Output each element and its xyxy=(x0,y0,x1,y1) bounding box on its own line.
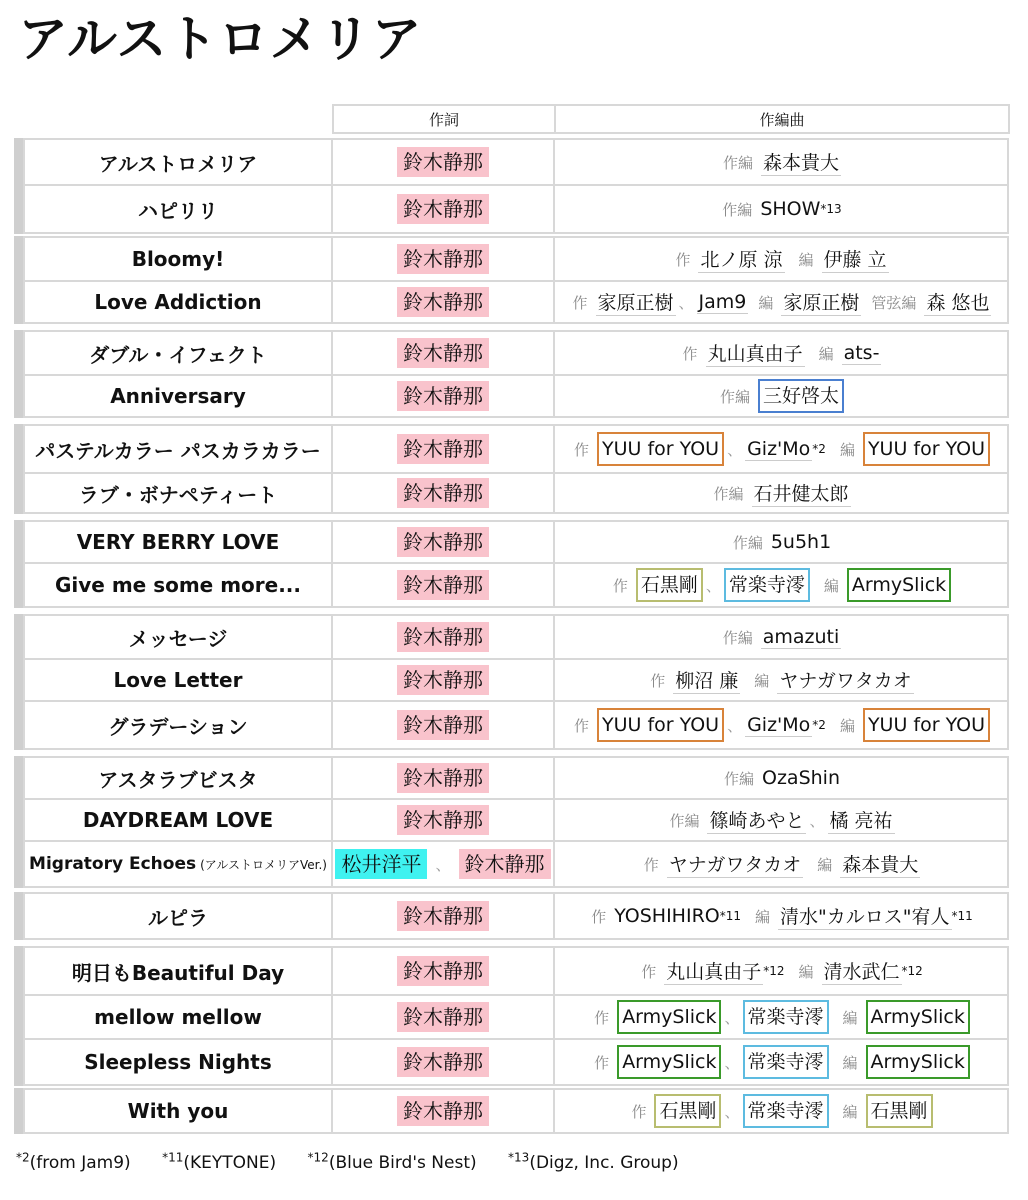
role-label: 編 xyxy=(842,1008,858,1027)
separator: 、 xyxy=(705,576,721,595)
song-title: ルピラ xyxy=(23,892,333,940)
lyricist-cell xyxy=(331,520,555,564)
table-row xyxy=(23,756,1010,800)
lyricist-cell xyxy=(331,1038,555,1086)
role-label: 編 xyxy=(839,440,855,459)
song-group xyxy=(14,614,1010,750)
song-group xyxy=(14,1088,1010,1134)
arranger: 石黒剛 xyxy=(866,1094,933,1128)
footnote xyxy=(162,1150,277,1173)
role-label: 作 xyxy=(572,293,588,312)
arranger: 家原正樹 xyxy=(781,288,861,316)
footnote-text: (from Jam9) xyxy=(29,1152,131,1173)
song-title: 明日もBeautiful Day xyxy=(23,946,333,996)
arranger: 伊藤 立 xyxy=(822,245,889,273)
table-row xyxy=(23,424,1010,474)
footnote-mark: *11 xyxy=(719,909,742,923)
lyricist: 鈴木静那 xyxy=(397,805,489,835)
footnote-mark: *12 xyxy=(901,964,923,978)
arranger: 森本貴大 xyxy=(840,850,920,878)
footnote-text: (Digz, Inc. Group) xyxy=(529,1152,679,1173)
composer: Giz'Mo xyxy=(747,713,811,736)
table-row xyxy=(23,520,1010,564)
composer-cell xyxy=(553,614,1009,660)
table-row xyxy=(23,374,1010,418)
role-label: 作編 xyxy=(722,628,753,647)
header-compose: 作編曲 xyxy=(554,104,1010,134)
lyricist: 鈴木静那 xyxy=(397,956,489,986)
lyricist: 鈴木静那 xyxy=(397,665,489,695)
composer: 常楽寺澪 xyxy=(743,1045,829,1079)
composer-cell xyxy=(553,374,1009,418)
composer: 橘 亮祐 xyxy=(828,806,895,834)
footnote-mark: *12 xyxy=(763,964,785,978)
composer: 丸山真由子 xyxy=(664,957,763,985)
composer: 常楽寺澪 xyxy=(743,1000,829,1034)
lyricist: 鈴木静那 xyxy=(397,901,489,931)
role-label: 作編 xyxy=(722,200,753,219)
role-label: 作 xyxy=(573,440,589,459)
role-label: 編 xyxy=(798,250,814,269)
table-row xyxy=(23,892,1010,940)
role-label: 編 xyxy=(823,576,839,595)
composer-cell xyxy=(553,1038,1009,1086)
lyricist-cell xyxy=(331,614,555,660)
arranger: YUU for YOU xyxy=(863,708,990,742)
composer-cell xyxy=(553,756,1009,800)
lyricist-cell xyxy=(331,840,555,888)
table-row xyxy=(23,946,1010,996)
lyricist-cell xyxy=(331,562,555,608)
arranger: 清水"カルロス"宥人 xyxy=(778,902,951,930)
arranger: ats- xyxy=(843,341,880,364)
lyricist-cell xyxy=(331,658,555,702)
role-label: 編 xyxy=(817,855,833,874)
role-label: 作編 xyxy=(722,153,753,172)
footnote-text: (Blue Bird's Nest) xyxy=(328,1152,477,1173)
role-label: 作編 xyxy=(669,811,700,830)
arranger: 森 悠也 xyxy=(924,288,991,316)
role-label: 編 xyxy=(754,671,770,690)
lyricist: 鈴木静那 xyxy=(397,570,489,600)
header-lyrics: 作詞 xyxy=(332,104,556,134)
role-label: 作 xyxy=(594,1008,610,1027)
composer-cell xyxy=(553,330,1009,376)
lyricist: 鈴木静那 xyxy=(397,527,489,557)
lyricist-cell xyxy=(331,1088,555,1134)
song-title-main: Migratory Echoes xyxy=(29,854,197,874)
role-label: 編 xyxy=(758,293,774,312)
composer: 三好啓太 xyxy=(758,379,844,413)
song-group xyxy=(14,946,1010,1086)
table-row xyxy=(23,562,1010,608)
lyricist-cell xyxy=(331,892,555,940)
role-label: 作 xyxy=(650,671,666,690)
song-title: mellow mellow xyxy=(23,994,333,1040)
composer: ArmySlick xyxy=(617,1045,721,1079)
footnote xyxy=(307,1150,477,1173)
song-title: With you xyxy=(23,1088,333,1134)
composer: YUU for YOU xyxy=(597,432,724,466)
song-title: アスタラブビスタ xyxy=(23,756,333,800)
lyricist: 鈴木静那 xyxy=(397,244,489,274)
role-label: 作 xyxy=(612,576,628,595)
song-title: Anniversary xyxy=(23,374,333,418)
role-label: 編 xyxy=(842,1053,858,1072)
table-row xyxy=(23,280,1010,324)
composer-cell xyxy=(553,280,1009,324)
lyricist: 鈴木静那 xyxy=(397,1096,489,1126)
composer: ヤナガワタカオ xyxy=(667,850,803,878)
footnote-mark: *11 xyxy=(162,1150,184,1164)
separator: 、 xyxy=(727,716,743,735)
role-label: 編 xyxy=(842,1102,858,1121)
separator: 、 xyxy=(727,440,743,459)
composer: 北ノ原 涼 xyxy=(698,245,784,273)
song-title: ハピリリ xyxy=(23,184,333,234)
arranger: ArmySlick xyxy=(866,1045,970,1079)
song-group xyxy=(14,520,1010,608)
song-title xyxy=(23,840,333,888)
composer-cell xyxy=(553,658,1009,702)
page-title: アルストロメリア xyxy=(18,10,423,68)
table-row xyxy=(23,658,1010,702)
composer: YOSHIHIRO xyxy=(614,905,720,927)
composer: 常楽寺澪 xyxy=(743,1094,829,1128)
composer: 石井健太郎 xyxy=(752,479,851,507)
lyricist-cell xyxy=(331,374,555,418)
role-label: 編 xyxy=(798,962,814,981)
song-title: グラデーション xyxy=(23,700,333,750)
footnote xyxy=(16,1150,131,1173)
lyricist-cell xyxy=(331,756,555,800)
table-row xyxy=(23,798,1010,842)
lyricist-cell xyxy=(331,236,555,282)
song-group xyxy=(14,892,1010,940)
role-label: 作編 xyxy=(723,769,754,788)
composer-cell xyxy=(553,798,1009,842)
song-title: ラブ・ボナペティート xyxy=(23,472,333,514)
song-title: アルストロメリア xyxy=(23,138,333,186)
song-title: Love Letter xyxy=(23,658,333,702)
composer-cell xyxy=(553,1088,1009,1134)
composer: YUU for YOU xyxy=(597,708,724,742)
song-group xyxy=(14,756,1010,888)
lyricist: 鈴木静那 xyxy=(397,478,489,508)
composer: ArmySlick xyxy=(617,1000,721,1034)
song-group xyxy=(14,424,1010,514)
lyricist: 鈴木静那 xyxy=(397,1047,489,1077)
table-row xyxy=(23,330,1010,376)
footnote-mark: *2 xyxy=(16,1150,30,1164)
table-row xyxy=(23,184,1010,234)
song-title: Bloomy! xyxy=(23,236,333,282)
separator: 、 xyxy=(678,293,694,312)
composer: 篠崎あやと xyxy=(707,806,806,834)
footnote-mark: *13 xyxy=(508,1150,530,1164)
song-group xyxy=(14,236,1010,324)
lyricist: 鈴木静那 xyxy=(397,710,489,740)
footnote-mark: *2 xyxy=(812,718,826,732)
composer: 石黒剛 xyxy=(636,568,703,602)
composer-cell xyxy=(553,472,1009,514)
composer: 丸山真由子 xyxy=(706,339,805,367)
footnote-mark: *2 xyxy=(812,442,826,456)
arranger: 清水武仁 xyxy=(822,957,902,985)
role-label: 作 xyxy=(573,716,589,735)
arranger: ArmySlick xyxy=(847,568,951,602)
role-label: 作 xyxy=(675,250,691,269)
role-label: 作 xyxy=(594,1053,610,1072)
lyricist-cell xyxy=(331,138,555,186)
composer-cell xyxy=(553,700,1009,750)
footnote-text: (KEYTONE) xyxy=(183,1152,277,1173)
role-label: 編 xyxy=(839,716,855,735)
role-label: 作 xyxy=(643,855,659,874)
composer-cell xyxy=(553,520,1009,564)
lyricist-cell xyxy=(331,798,555,842)
song-title: VERY BERRY LOVE xyxy=(23,520,333,564)
footnote-mark: *13 xyxy=(820,202,842,216)
arranger: ArmySlick xyxy=(866,1000,970,1034)
footnote-mark: *12 xyxy=(307,1150,329,1164)
lyricist: 松井洋平 xyxy=(335,849,427,879)
song-title: パステルカラー パスカラカラー xyxy=(23,424,333,474)
song-title: メッセージ xyxy=(23,614,333,660)
lyricist-cell xyxy=(331,280,555,324)
composer: Giz'Mo xyxy=(747,437,811,460)
song-title-note: (アルストロメリアVer.) xyxy=(200,857,327,872)
role-label: 作 xyxy=(591,907,607,926)
separator: 、 xyxy=(724,1053,740,1072)
composer-cell xyxy=(553,236,1009,282)
song-title: ダブル・イフェクト xyxy=(23,330,333,376)
separator: 、 xyxy=(724,1008,740,1027)
song-group xyxy=(14,138,1010,234)
lyricist: 鈴木静那 xyxy=(397,338,489,368)
separator: 、 xyxy=(809,811,825,830)
table-row xyxy=(23,472,1010,514)
role-label: 編 xyxy=(818,344,834,363)
role-label: 編 xyxy=(755,907,771,926)
role-label: 作編 xyxy=(732,533,763,552)
song-title: DAYDREAM LOVE xyxy=(23,798,333,842)
composer: OzaShin xyxy=(762,767,840,789)
lyricist-cell xyxy=(331,472,555,514)
table-row xyxy=(23,138,1010,186)
composer: 5u5h1 xyxy=(770,531,832,553)
lyricist-cell xyxy=(331,330,555,376)
table-row xyxy=(23,840,1010,888)
composer-cell xyxy=(553,946,1009,996)
composer-cell xyxy=(553,994,1009,1040)
lyricist-cell xyxy=(331,946,555,996)
role-label: 作編 xyxy=(719,387,750,406)
composer-cell xyxy=(553,138,1009,186)
table-row xyxy=(23,614,1010,660)
table-row xyxy=(23,1038,1010,1086)
table-row xyxy=(23,700,1010,750)
lyricist: 鈴木静那 xyxy=(397,1002,489,1032)
composer: 常楽寺澪 xyxy=(724,568,810,602)
arranger: YUU for YOU xyxy=(863,432,990,466)
composer-cell xyxy=(553,184,1009,234)
table-row xyxy=(23,1088,1010,1134)
lyricist-cell xyxy=(331,424,555,474)
lyricist-cell xyxy=(331,184,555,234)
composer-cell xyxy=(553,424,1009,474)
song-title: Sleepless Nights xyxy=(23,1038,333,1086)
composer-cell xyxy=(553,840,1009,888)
lyricist-cell xyxy=(331,994,555,1040)
lyricist: 鈴木静那 xyxy=(459,849,551,879)
composer: 家原正樹 xyxy=(596,288,676,316)
table-row xyxy=(23,994,1010,1040)
lyricist: 鈴木静那 xyxy=(397,763,489,793)
role-label: 作 xyxy=(682,344,698,363)
lyricist: 鈴木静那 xyxy=(397,622,489,652)
separator: 、 xyxy=(435,855,451,874)
composer: SHOW xyxy=(760,198,821,220)
role-label: 作 xyxy=(641,962,657,981)
lyricist: 鈴木静那 xyxy=(397,194,489,224)
composer: amazuti xyxy=(762,625,840,648)
role-label: 管弦編 xyxy=(871,293,917,312)
arranger: ヤナガワタカオ xyxy=(777,666,913,694)
song-title: Give me some more... xyxy=(23,562,333,608)
composer-cell xyxy=(553,892,1009,940)
role-label: 作 xyxy=(631,1102,647,1121)
table-row xyxy=(23,236,1010,282)
composer: 石黒剛 xyxy=(654,1094,721,1128)
footnote xyxy=(508,1150,679,1173)
lyricist: 鈴木静那 xyxy=(397,287,489,317)
lyricist-cell xyxy=(331,700,555,750)
separator: 、 xyxy=(724,1102,740,1121)
song-group xyxy=(14,330,1010,418)
composer: Jam9 xyxy=(698,290,747,313)
footnote-mark: *11 xyxy=(951,909,973,923)
lyricist: 鈴木静那 xyxy=(397,147,489,177)
song-title: Love Addiction xyxy=(23,280,333,324)
composer-cell xyxy=(553,562,1009,608)
role-label: 作編 xyxy=(713,484,744,503)
lyricist: 鈴木静那 xyxy=(397,381,489,411)
composer: 森本貴大 xyxy=(761,148,841,176)
lyricist: 鈴木静那 xyxy=(397,434,489,464)
footnotes xyxy=(16,1150,705,1173)
composer: 柳沼 廉 xyxy=(673,666,740,694)
